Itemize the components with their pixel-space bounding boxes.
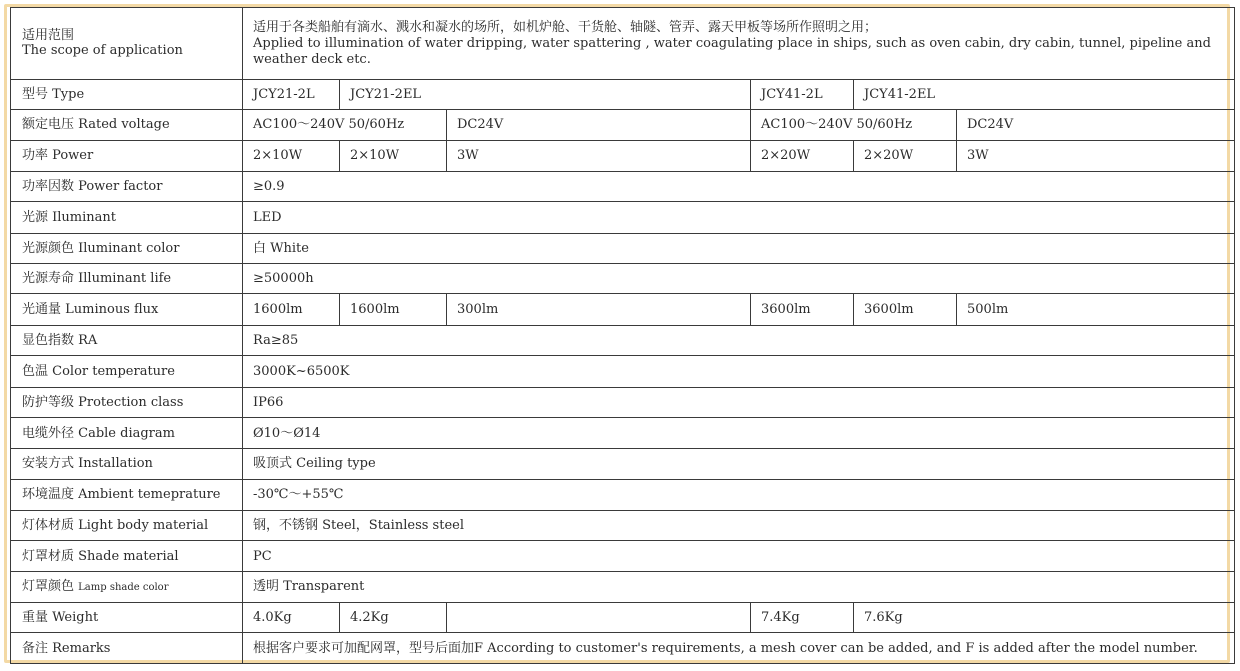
flux-cell-5: 3600lm (854, 294, 957, 325)
type-cell-2: JCY21-2EL (340, 79, 751, 109)
label-color-temp: 色温 Color temperature (11, 356, 243, 387)
label-body-material: 灯体材质 Light body material (11, 511, 243, 541)
weight-cell-2: 4.2Kg (340, 603, 447, 633)
label-protection: 防护等级 Protection class (11, 387, 243, 417)
row-voltage (11, 110, 1235, 140)
row-shade-color (11, 571, 1235, 602)
label-shade-color (11, 571, 243, 602)
label-shade-color-cn: 灯罩颜色 (22, 578, 75, 594)
row-weight (11, 603, 1235, 633)
label-illuminant-color: 光源颜色 Iluminant color (11, 233, 243, 263)
label-scope (11, 8, 243, 80)
row-illuminant-life (11, 264, 1235, 294)
value-color-temp: 3000K~6500K (243, 356, 1235, 387)
power-cell-6: 3W (957, 140, 1235, 171)
label-scope-cn: 适用范围 (22, 28, 75, 44)
power-cell-2: 2×10W (340, 140, 447, 171)
row-body-material (11, 511, 1235, 541)
value-shade-color: 透明 Transparent (243, 571, 1235, 602)
flux-cell-3: 300lm (447, 294, 751, 325)
spec-table (10, 7, 1235, 664)
value-body-material: 钢，不锈钢 Steel，Stainless steel (243, 511, 1235, 541)
label-flux: 光通量 Luminous flux (11, 294, 243, 325)
label-weight: 重量 Weight (11, 603, 243, 633)
value-shade-material: PC (243, 541, 1235, 571)
scope-text-cn: 适用于各类船舶有滴水、溅水和凝水的场所，如机炉舱、干货舱、轴隧、管弄、露天甲板等场所作照明之用； (253, 20, 878, 36)
voltage-cell-2: DC24V (447, 110, 751, 140)
voltage-cell-1: AC100～240V 50/60Hz (243, 110, 447, 140)
voltage-cell-3: AC100～240V 50/60Hz (751, 110, 957, 140)
label-voltage: 额定电压 Rated voltage (11, 110, 243, 140)
label-ra: 显色指数 RA (11, 325, 243, 355)
row-cable (11, 417, 1235, 448)
value-illuminant-color: 白 White (243, 233, 1235, 263)
value-protection: IP66 (243, 387, 1235, 417)
row-scope (11, 8, 1235, 80)
row-power (11, 140, 1235, 171)
row-color-temp (11, 356, 1235, 387)
power-cell-3: 3W (447, 140, 751, 171)
label-power-factor: 功率因数 Power factor (11, 171, 243, 201)
row-illuminant (11, 202, 1235, 233)
label-illuminant-life: 光源寿命 Illuminant life (11, 264, 243, 294)
row-protection (11, 387, 1235, 417)
power-cell-1: 2×10W (243, 140, 340, 171)
value-illuminant-life: ≥50000h (243, 264, 1235, 294)
type-cell-4: JCY41-2EL (854, 79, 1235, 109)
value-power-factor: ≥0.9 (243, 171, 1235, 201)
weight-cell-1: 4.0Kg (243, 603, 340, 633)
power-cell-4: 2×20W (751, 140, 854, 171)
label-cable: 电缆外径 Cable diagram (11, 417, 243, 448)
type-cell-1: JCY21-2L (243, 79, 340, 109)
label-power: 功率 Power (11, 140, 243, 171)
row-type (11, 79, 1235, 109)
label-remarks: 备注 Remarks (11, 633, 243, 664)
row-ambient (11, 479, 1235, 510)
row-flux (11, 294, 1235, 325)
voltage-cell-4: DC24V (957, 110, 1235, 140)
row-illuminant-color (11, 233, 1235, 263)
label-shade-color-en: Lamp shade color (78, 581, 169, 593)
label-scope-en: The scope of application (22, 43, 183, 59)
row-remarks (11, 633, 1235, 664)
scope-text-en: Applied to illumination of water dripping, water spattering , water coagulating place in ships, such as oven cabin, dry cabin, tunnel, pipeline and weather deck etc. (253, 36, 1211, 68)
value-ambient: -30℃～+55℃ (243, 479, 1235, 510)
label-installation: 安装方式 Installation (11, 449, 243, 479)
weight-cell-3: 7.4Kg (751, 603, 854, 633)
value-scope (243, 8, 1235, 80)
power-cell-5: 2×20W (854, 140, 957, 171)
label-shade-material: 灯罩材质 Shade material (11, 541, 243, 571)
value-illuminant: LED (243, 202, 1235, 233)
row-power-factor (11, 171, 1235, 201)
value-installation: 吸顶式 Ceiling type (243, 449, 1235, 479)
value-cable: Ø10～Ø14 (243, 417, 1235, 448)
value-remarks: 根据客户要求可加配网罩，型号后面加F According to customer's requirements, a mesh cover can be added, and F is added after the model number. (243, 633, 1235, 664)
weight-cell-4: 7.6Kg (854, 603, 1235, 633)
flux-cell-2: 1600lm (340, 294, 447, 325)
label-type: 型号 Type (11, 79, 243, 109)
type-cell-3: JCY41-2L (751, 79, 854, 109)
flux-cell-4: 3600lm (751, 294, 854, 325)
label-ambient: 环境温度 Ambient temeprature (11, 479, 243, 510)
flux-cell-6: 500lm (957, 294, 1235, 325)
row-ra (11, 325, 1235, 355)
row-installation (11, 449, 1235, 479)
value-ra: Ra≥85 (243, 325, 1235, 355)
weight-cell-empty (447, 603, 751, 633)
row-shade-material (11, 541, 1235, 571)
label-illuminant: 光源 Iluminant (11, 202, 243, 233)
flux-cell-1: 1600lm (243, 294, 340, 325)
